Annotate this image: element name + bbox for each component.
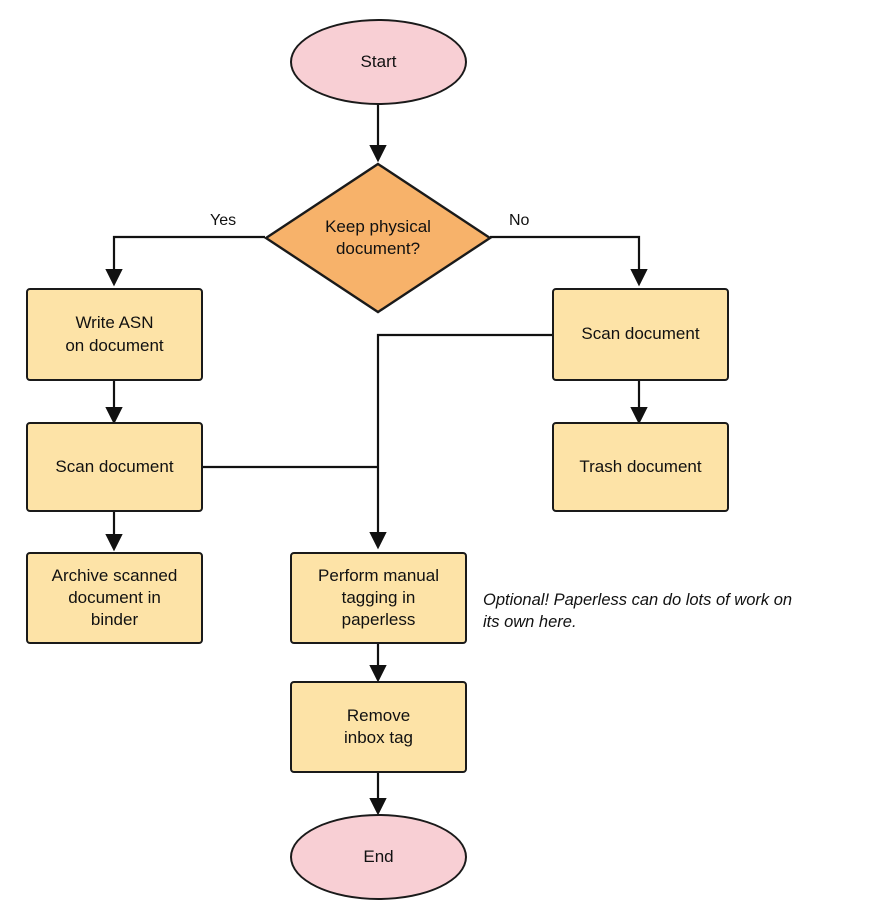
edge-label-no: No (509, 212, 530, 229)
node-remove-inbox-tag[interactable]: Remove inbox tag (290, 681, 467, 773)
node-end[interactable]: End (290, 814, 467, 900)
node-scan-document-left[interactable]: Scan document (26, 422, 203, 512)
edge-decision-write-asn (114, 237, 265, 282)
edge-decision-scan-right (490, 237, 639, 282)
node-write-asn[interactable]: Write ASN on document (26, 288, 203, 381)
edge-scan-right-tagging (378, 335, 552, 545)
node-start[interactable]: Start (290, 19, 467, 105)
node-trash-document[interactable]: Trash document (552, 422, 729, 512)
node-scan-document-right[interactable]: Scan document (552, 288, 729, 381)
edge-label-yes: Yes (210, 212, 237, 229)
node-archive-scanned-document[interactable]: Archive scanned document in binder (26, 552, 203, 644)
optional-note: Optional! Paperless can do lots of work on its own here. (483, 591, 793, 632)
node-manual-tagging[interactable]: Perform manual tagging in paperless (290, 552, 467, 644)
decision-keep-physical-document[interactable]: Keep physical document? (325, 216, 431, 258)
